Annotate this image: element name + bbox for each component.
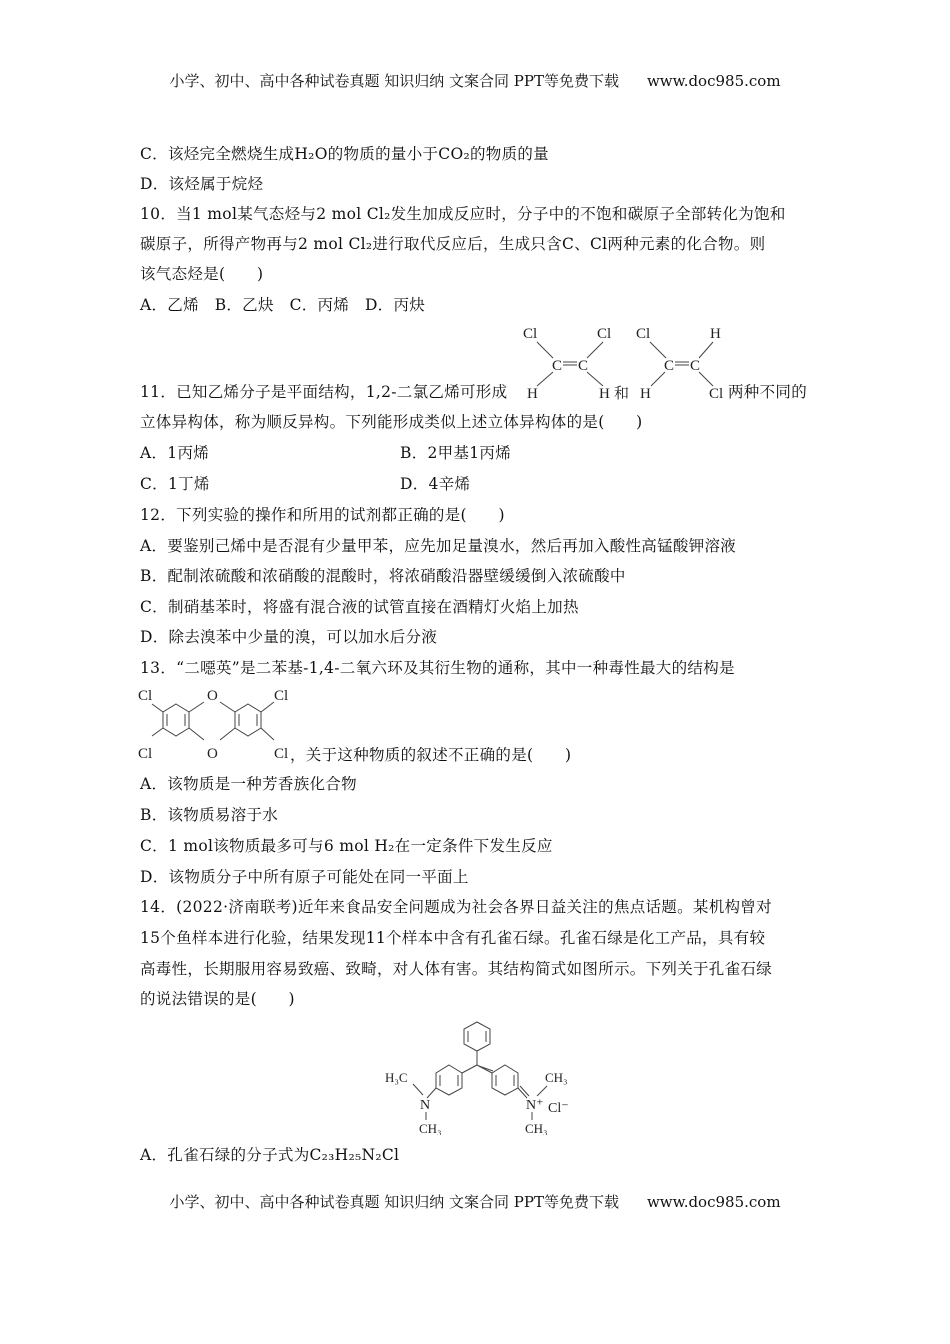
and-text: 和 [614, 386, 630, 400]
q13-option-d: D．该物质分子中所有原子可能处在同一平面上 [140, 868, 469, 886]
q13-option-c: C．1 mol该物质最多可与6 mol H₂在一定条件下发生反应 [140, 837, 553, 855]
bond-line [220, 728, 235, 740]
q10-stem-line2: 碳原子，所得产物再与2 mol Cl₂进行取代反应后，生成只含C、Cl两种元素的化合物。则 [140, 235, 766, 253]
bond-line [537, 372, 553, 386]
q9-option-c: C．该烃完全燃烧生成H₂O的物质的量小于CO₂的物质的量 [140, 145, 549, 163]
atom-label: Cl [138, 746, 153, 762]
q10-options: A．乙烯 B．乙炔 C．丙烯 D．丙炔 [140, 296, 426, 314]
atom-label: Cl [709, 386, 724, 400]
q9-option-d: D．该烃属于烷烃 [140, 175, 264, 193]
atom-label: Cl [636, 326, 651, 342]
atom-label: C [664, 358, 675, 374]
page-footer [0, 1191, 950, 1212]
bond-line [220, 702, 235, 712]
header-text: 小学、初中、高中各种试卷真题 知识归纳 文案合同 PPT等免费下载 [169, 72, 619, 90]
bond-line [189, 702, 204, 712]
bond-line [537, 1086, 547, 1096]
atom-label: Cl [274, 688, 289, 704]
atom-label: C [690, 358, 701, 374]
q14-stem-line4: 的说法错误的是( ) [140, 990, 295, 1008]
q11-option-b: B．2甲基1丙烯 [400, 444, 512, 462]
bond-line [651, 372, 665, 386]
atom-label: CH₃ [525, 1121, 548, 1135]
bond-line [699, 342, 713, 358]
q10-stem-line1: 10．当1 mol某气态烃与2 mol Cl₂发生加成反应时，分子中的不饱和碳原子全部转化为饱和 [140, 205, 786, 223]
q14-stem-line1: 14．(2022·济南联考)近年来食品安全问题成为社会各界日益关注的焦点话题。某机构曾对 [140, 898, 772, 916]
atom-label: Cl [138, 688, 153, 704]
atom-label: O [207, 746, 218, 762]
atom-label: H [599, 386, 610, 400]
footer-text: 小学、初中、高中各种试卷真题 知识归纳 文案合同 PPT等免费下载 [169, 1193, 619, 1211]
atom-label: H [527, 386, 538, 400]
q11-option-a: A．1丙烯 [140, 444, 210, 462]
q12-option-a: A．要鉴别己烯中是否混有少量甲苯，应先加足量溴水，然后再加入酸性高锰酸钾溶液 [140, 537, 737, 555]
q12-option-c: C．制硝基苯时，将盛有混合液的试管直接在酒精灯火焰上加热 [140, 598, 579, 616]
bond-line [587, 342, 603, 358]
page-header [0, 70, 950, 91]
atom-label: CH₃ [545, 1070, 568, 1085]
q11-option-d: D．4辛烯 [400, 475, 471, 493]
bond-line [650, 342, 666, 358]
q14-stem-line2: 15个鱼样本进行化验，结果发现11个样本中含有孔雀石绿。孔雀石绿是化工产品，具有较 [140, 929, 766, 947]
atom-label: Cl [597, 326, 612, 342]
q13-option-b: B．该物质易溶于水 [140, 806, 279, 824]
bond-line [152, 728, 163, 736]
q11-stem-a: 11．已知乙烯分子是平面结构，1,2-二氯乙烯可形成 [140, 383, 508, 401]
atom-label: N⁺ [526, 1098, 544, 1113]
bond-line [189, 728, 204, 740]
bond-line [699, 372, 713, 386]
atom-label: C [552, 358, 563, 374]
q13-option-a: A．该物质是一种芳香族化合物 [140, 775, 357, 793]
atom-label: N [420, 1098, 431, 1113]
q14-option-a: A．孔雀石绿的分子式为C₂₃H₂₅N₂Cl [140, 1146, 400, 1164]
bond-line [427, 1088, 436, 1098]
atom-label: CH₃ [419, 1121, 442, 1135]
malachite-green-structure-diagram [385, 1020, 585, 1135]
atom-label: Cl [523, 326, 538, 342]
footer-url: www.doc985.com [646, 1193, 781, 1211]
dichloroethene-isomers-diagram [515, 320, 735, 400]
q11-stem-line2: 立体异构体，称为顺反异构。下列能形成类似上述立体异构体的是( ) [140, 413, 643, 431]
atom-label: O [207, 688, 218, 704]
q12-option-d: D．除去溴苯中少量的溴，可以加水后分液 [140, 628, 438, 646]
q11-option-c: C．1丁烯 [140, 475, 210, 493]
dioxin-structure-diagram [136, 684, 296, 764]
q10-stem-line3: 该气态烃是( ) [140, 265, 264, 283]
bond-line [413, 1084, 423, 1095]
q12-option-b: B．配制浓硫酸和浓硝酸的混酸时，将浓硝酸沿器壁缓缓倒入浓硫酸中 [140, 567, 626, 585]
bond-line [261, 728, 274, 740]
bond-line [462, 1065, 477, 1073]
bond-line [261, 702, 274, 712]
q12-stem: 12．下列实验的操作和所用的试剂都正确的是( ) [140, 506, 505, 524]
q13-stem: 13．“二噁英”是二苯基-1,4-二氧六环及其衍生物的通称，其中一种毒性最大的结构是 [140, 659, 735, 677]
bond-line [152, 704, 163, 712]
bond-line [587, 372, 603, 386]
bond-line [537, 342, 553, 358]
atom-label: Cl⁻ [548, 1101, 569, 1116]
q13-stem-line2: ，关于这种物质的叙述不正确的是( ) [290, 746, 572, 764]
header-url: www.doc985.com [646, 72, 781, 90]
atom-label: C [578, 358, 589, 374]
atom-label: H [710, 326, 721, 342]
atom-label: H₃C [385, 1070, 408, 1085]
q11-stem-b: 两种不同的 [728, 383, 808, 401]
q14-stem-line3: 高毒性，长期服用容易致癌、致畸，对人体有害。其结构简式如图所示。下列关于孔雀石绿 [140, 960, 773, 978]
atom-label: H [640, 386, 651, 400]
atom-label: Cl [274, 746, 289, 762]
